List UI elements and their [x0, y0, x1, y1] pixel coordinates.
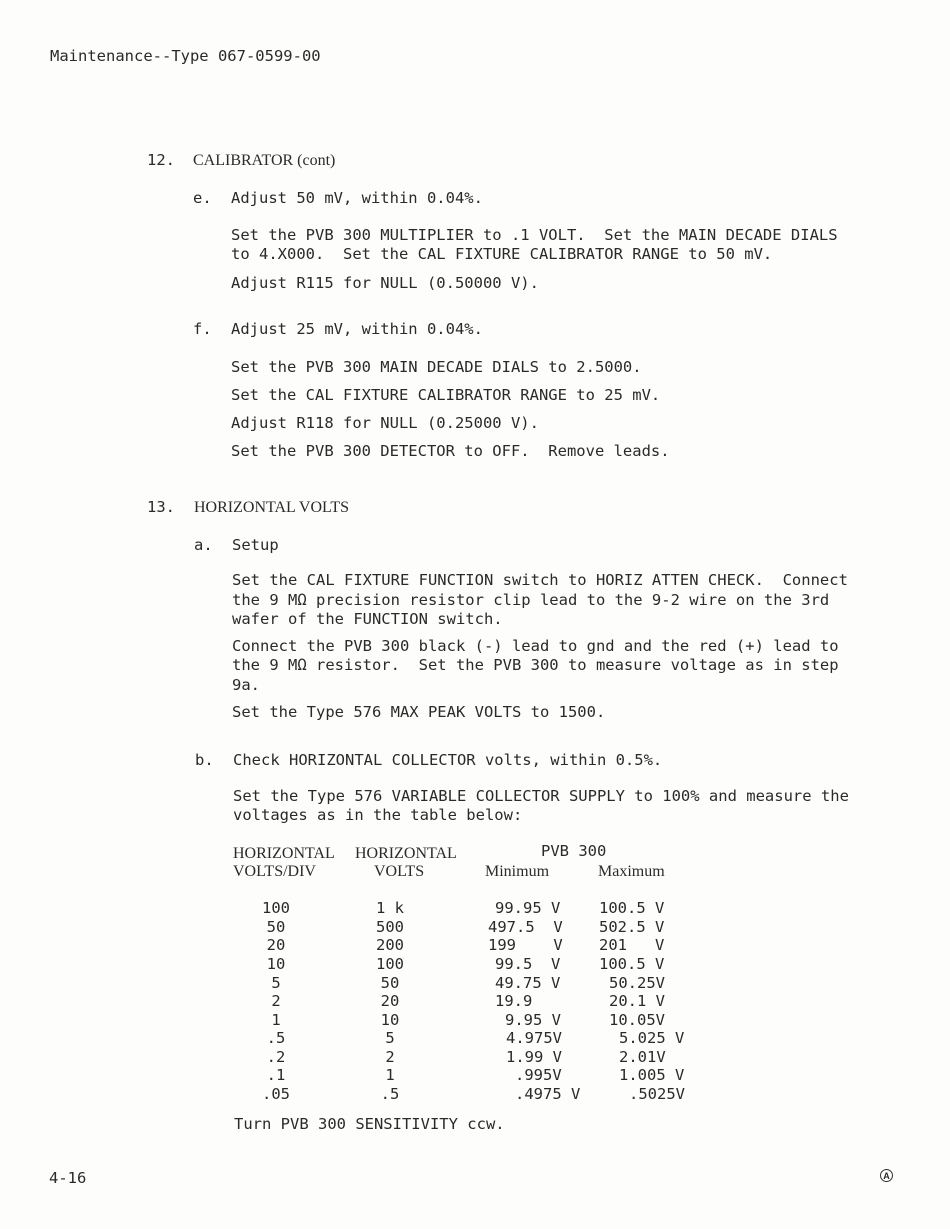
- table-cell: 1.005 V: [619, 1066, 685, 1084]
- table-cell: 10.05V: [609, 1011, 665, 1029]
- paragraph-line: wafer of the FUNCTION switch.: [232, 610, 503, 628]
- table-header: VOLTS: [374, 863, 425, 880]
- table-header: Maximum: [598, 863, 665, 880]
- substep-letter: b.: [195, 751, 214, 769]
- table-cell: 199 V: [488, 936, 563, 954]
- paragraph-line: Adjust R115 for NULL (0.50000 V).: [231, 274, 539, 292]
- table-header: PVB 300: [541, 842, 607, 860]
- page-number: 4-16: [49, 1169, 87, 1187]
- table-cell: 99.95 V: [495, 899, 561, 917]
- table-cell: 497.5 V: [488, 918, 563, 936]
- step-title: CALIBRATOR (cont): [193, 152, 336, 169]
- table-cell: 20: [380, 992, 400, 1010]
- table-cell: 49.75 V: [495, 974, 561, 992]
- table-cell: .5025V: [629, 1085, 685, 1103]
- table-cell: 5: [385, 1029, 395, 1047]
- table-cell: 1: [385, 1066, 395, 1084]
- table-cell: 10: [380, 1011, 400, 1029]
- table-cell: 5: [271, 974, 281, 992]
- paragraph-line: Set the PVB 300 MAIN DECADE DIALS to 2.5000.: [231, 358, 642, 376]
- substep-heading: Check HORIZONTAL COLLECTOR volts, within 0.5%.: [233, 751, 663, 769]
- table-cell: 100: [376, 955, 404, 973]
- substep-heading: Setup: [232, 536, 279, 554]
- table-cell: 4.975V: [506, 1029, 562, 1047]
- table-cell: 100.5 V: [599, 899, 665, 917]
- paragraph-line: Set the PVB 300 DETECTOR to OFF. Remove leads.: [231, 442, 670, 460]
- table-cell: 5.025 V: [619, 1029, 685, 1047]
- table-cell: 99.5 V: [495, 955, 561, 973]
- paragraph-line: Set the Type 576 VARIABLE COLLECTOR SUPPLY to 100% and measure the: [233, 787, 849, 805]
- table-cell: 10: [266, 955, 286, 973]
- substep-heading: Adjust 50 mV, within 0.04%.: [231, 189, 483, 207]
- step-number: 12.: [147, 151, 175, 169]
- table-cell: 50: [266, 918, 286, 936]
- table-cell: .1: [266, 1066, 286, 1084]
- paragraph-line: Set the PVB 300 MULTIPLIER to .1 VOLT. Set the MAIN DECADE DIALS: [231, 226, 838, 244]
- table-cell: 2: [271, 992, 281, 1010]
- table-cell: 2.01V: [619, 1048, 666, 1066]
- table-cell: 20.1 V: [609, 992, 665, 1010]
- table-cell: 502.5 V: [599, 918, 665, 936]
- paragraph-line: Connect the PVB 300 black (-) lead to gnd and the red (+) lead to: [232, 637, 839, 655]
- table-cell: .05: [262, 1085, 290, 1103]
- header-title: Maintenance--Type 067-0599-00: [50, 47, 321, 65]
- table-cell: 100: [262, 899, 290, 917]
- table-cell: 50.25V: [609, 974, 665, 992]
- paragraph-line: Adjust R118 for NULL (0.25000 V).: [231, 414, 539, 432]
- table-header: HORIZONTAL: [233, 845, 335, 862]
- substep-heading: Adjust 25 mV, within 0.04%.: [231, 320, 483, 338]
- step-title: HORIZONTAL VOLTS: [194, 499, 350, 516]
- footer-instruction: Turn PVB 300 SENSITIVITY ccw.: [234, 1115, 505, 1133]
- table-cell: .5: [380, 1085, 400, 1103]
- table-cell: 19.9: [495, 992, 533, 1010]
- table-cell: .4975 V: [515, 1085, 581, 1103]
- table-cell: .2: [266, 1048, 286, 1066]
- table-cell: 201 V: [599, 936, 665, 954]
- table-cell: .995V: [515, 1066, 562, 1084]
- circled-a-icon: A: [880, 1169, 893, 1182]
- paragraph-line: 9a.: [232, 676, 260, 694]
- paragraph-line: voltages as in the table below:: [233, 806, 523, 824]
- paragraph-line: Set the CAL FIXTURE CALIBRATOR RANGE to 25 mV.: [231, 386, 661, 404]
- table-cell: 1.99 V: [506, 1048, 562, 1066]
- table-cell: 1 k: [376, 899, 404, 917]
- table-cell: 20: [266, 936, 286, 954]
- table-header: VOLTS/DIV: [233, 863, 316, 880]
- paragraph-line: the 9 MΩ resistor. Set the PVB 300 to measure voltage as in step: [232, 656, 839, 674]
- paragraph-line: the 9 MΩ precision resistor clip lead to the 9-2 wire on the 3rd: [232, 591, 830, 609]
- table-cell: 1: [271, 1011, 281, 1029]
- table-header: Minimum: [485, 863, 550, 880]
- table-header: HORIZONTAL: [355, 845, 457, 862]
- substep-letter: a.: [194, 536, 213, 554]
- table-cell: 9.95 V: [505, 1011, 561, 1029]
- table-cell: 50: [380, 974, 400, 992]
- table-cell: 200: [376, 936, 404, 954]
- substep-letter: f.: [193, 320, 212, 338]
- table-cell: .5: [266, 1029, 286, 1047]
- table-cell: 100.5 V: [599, 955, 665, 973]
- table-cell: 500: [376, 918, 404, 936]
- step-number: 13.: [147, 498, 175, 516]
- substep-letter: e.: [193, 189, 212, 207]
- table-cell: 2: [385, 1048, 395, 1066]
- paragraph-line: to 4.X000. Set the CAL FIXTURE CALIBRATOR RANGE to 50 mV.: [231, 245, 773, 263]
- paragraph-line: Set the Type 576 MAX PEAK VOLTS to 1500.: [232, 703, 606, 721]
- paragraph-line: Set the CAL FIXTURE FUNCTION switch to HORIZ ATTEN CHECK. Connect: [232, 571, 848, 589]
